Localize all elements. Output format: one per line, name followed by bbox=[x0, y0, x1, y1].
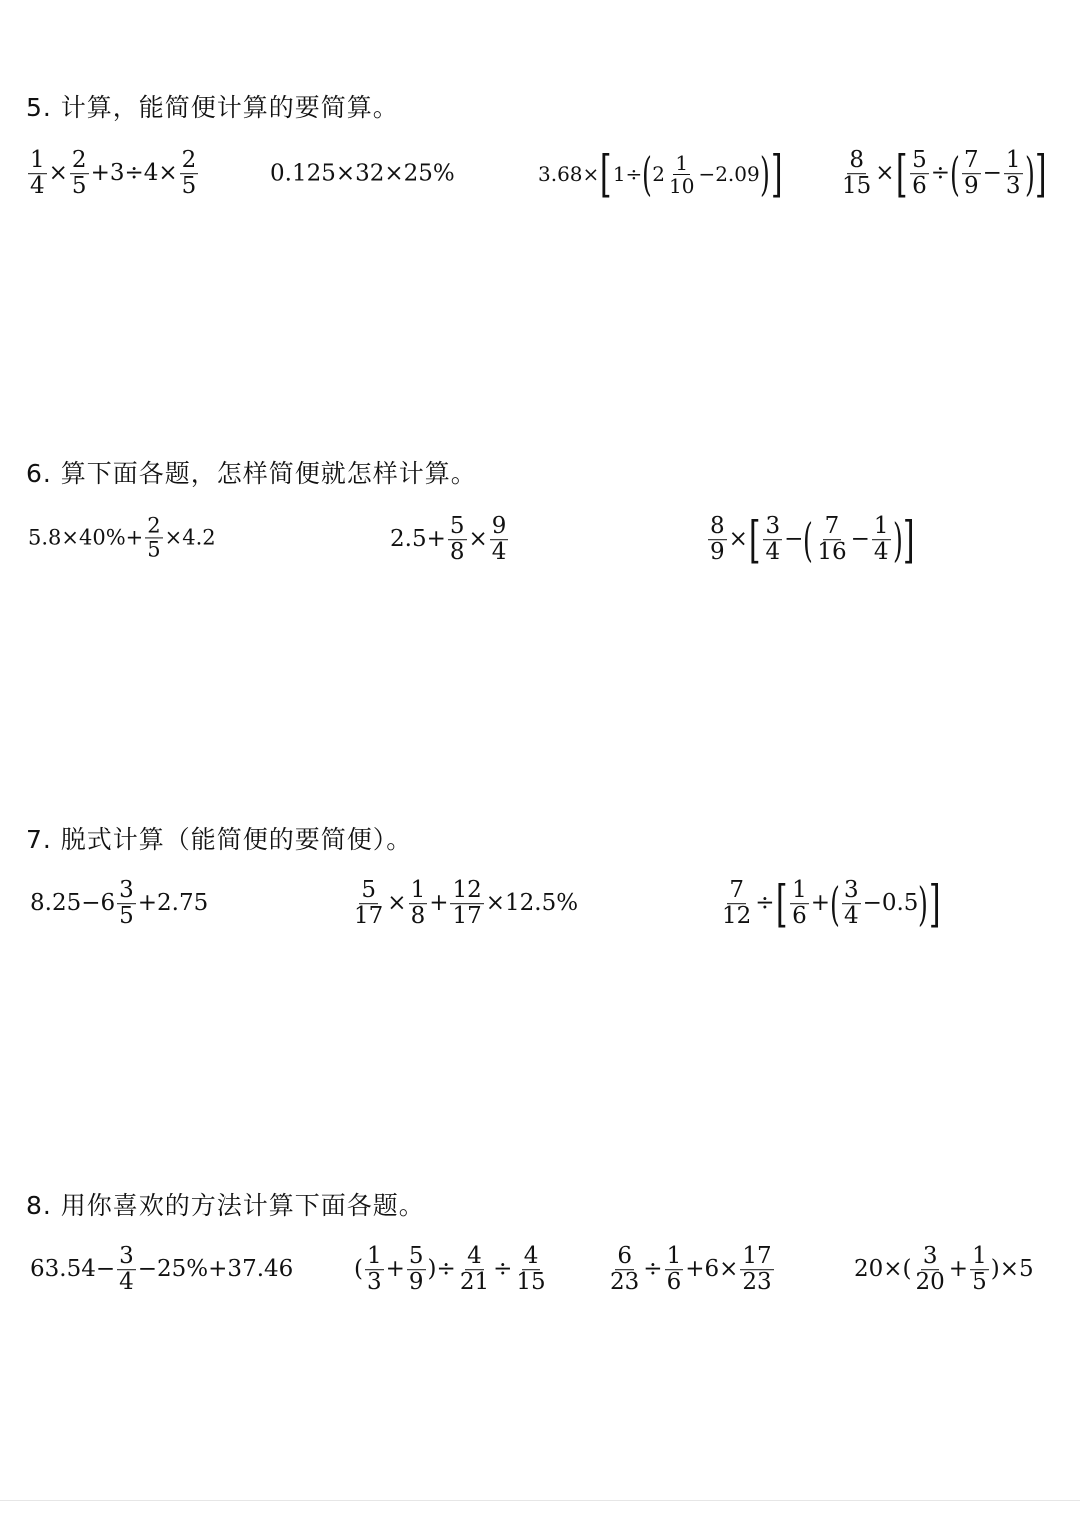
fraction: $\frac{12}{17}$ bbox=[452, 877, 482, 930]
question-6-title: 6. 算下面各题，怎样简便就怎样计算。 bbox=[26, 459, 477, 488]
fraction: $\frac{1}{6}$ bbox=[666, 1243, 682, 1296]
fraction: $\frac{5}{17}$ bbox=[354, 877, 384, 930]
fraction: $\frac{3}{20}$ bbox=[915, 1243, 945, 1296]
q8-expression-3: $\frac{6}{23}$ ÷ $\frac{1}{6}$ +6× $\frac{17}{23}$ bbox=[610, 1243, 772, 1296]
fraction: $\frac{1}{10}$ bbox=[668, 150, 695, 198]
fraction: $\frac{3}{5}$ bbox=[119, 877, 134, 930]
fraction: $\frac{2}{5}$ bbox=[181, 147, 197, 200]
fraction: $\frac{17}{23}$ bbox=[742, 1243, 772, 1296]
fraction: $\frac{1}{5}$ bbox=[972, 1243, 987, 1296]
page-bottom-divider bbox=[0, 1500, 1080, 1501]
fraction: $\frac{7}{12}$ bbox=[722, 877, 752, 930]
fraction: $\frac{8}{15}$ bbox=[842, 147, 872, 200]
fraction: $\frac{5}{6}$ bbox=[912, 147, 927, 200]
q6-expression-1: 5.8×40%+ $\frac{2}{5}$ ×4.2 bbox=[28, 513, 216, 562]
question-7-title: 7. 脱式计算（能简便的要简便）。 bbox=[26, 825, 413, 854]
q8-expression-4: 20×( $\frac{3}{20}$ + $\frac{1}{5}$ )×5 bbox=[854, 1243, 1034, 1296]
q5-expression-2: 0.125×32×25% bbox=[270, 160, 455, 187]
fraction: $\frac{4}{21}$ bbox=[459, 1243, 490, 1296]
fraction: $\frac{1}{4}$ bbox=[30, 147, 45, 200]
fraction: $\frac{2}{5}$ bbox=[71, 147, 87, 200]
q6-expression-2: 2.5+ $\frac{5}{8}$ × $\frac{9}{4}$ bbox=[390, 513, 507, 566]
question-5-title: 5. 计算，能简便计算的要简算。 bbox=[26, 93, 399, 122]
q7-expression-1: 8.25−6 $\frac{3}{5}$ +2.75 bbox=[30, 877, 209, 930]
fraction: $\frac{5}{9}$ bbox=[408, 1243, 424, 1296]
q5-expression-3: 3.68× [ 1÷ ( 2 $\frac{1}{10}$ −2.09 ) ] bbox=[538, 145, 783, 203]
fraction: $\frac{7}{9}$ bbox=[963, 147, 979, 200]
q7-expression-3: $\frac{7}{12}$ ÷ [ $\frac{1}{6}$ + ( $\frac{3}{4}$ −0.5 ) ] bbox=[722, 875, 942, 933]
fraction: $\frac{8}{9}$ bbox=[710, 513, 725, 566]
fraction: $\frac{7}{16}$ bbox=[817, 513, 847, 566]
fraction: $\frac{1}{3}$ bbox=[366, 1243, 382, 1296]
q7-expression-2: $\frac{5}{17}$ × $\frac{1}{8}$ + $\frac{12}{17}$ ×12.5% bbox=[354, 877, 579, 930]
fraction: $\frac{3}{4}$ bbox=[765, 513, 781, 566]
q8-expression-2: ( $\frac{1}{3}$ + $\frac{5}{9}$ ) ÷ $\frac{4}{21}$ ÷ $\frac{4}{15}$ bbox=[354, 1243, 546, 1296]
fraction: $\frac{1}{6}$ bbox=[792, 877, 807, 930]
fraction: $\frac{6}{23}$ bbox=[610, 1243, 640, 1296]
q5-expression-4: $\frac{8}{15}$ × [ $\frac{5}{6}$ ÷ ( $\frac{7}{9}$ − $\frac{1}{3}$ ) ] bbox=[842, 145, 1048, 203]
fraction: $\frac{1}{4}$ bbox=[873, 513, 889, 566]
fraction: $\frac{9}{4}$ bbox=[491, 513, 507, 566]
fraction: $\frac{1}{3}$ bbox=[1005, 147, 1021, 200]
fraction: $\frac{3}{4}$ bbox=[119, 1243, 134, 1296]
fraction: $\frac{5}{8}$ bbox=[449, 513, 465, 566]
question-8-title: 8. 用你喜欢的方法计算下面各题。 bbox=[26, 1191, 425, 1220]
fraction: $\frac{4}{15}$ bbox=[516, 1243, 546, 1296]
fraction: $\frac{2}{5}$ bbox=[147, 513, 161, 562]
q5-expression-1: $\frac{1}{4}$ × $\frac{2}{5}$ +3÷4× $\frac{2}{5}$ bbox=[30, 147, 197, 200]
fraction: $\frac{3}{4}$ bbox=[843, 877, 859, 930]
fraction: $\frac{1}{8}$ bbox=[410, 877, 426, 930]
q8-expression-1: 63.54− $\frac{3}{4}$ −25%+37.46 bbox=[30, 1243, 294, 1296]
q6-expression-3: $\frac{8}{9}$ × [ $\frac{3}{4}$ − ( $\frac{7}{16}$ − $\frac{1}{4}$ ) ] bbox=[710, 511, 916, 569]
